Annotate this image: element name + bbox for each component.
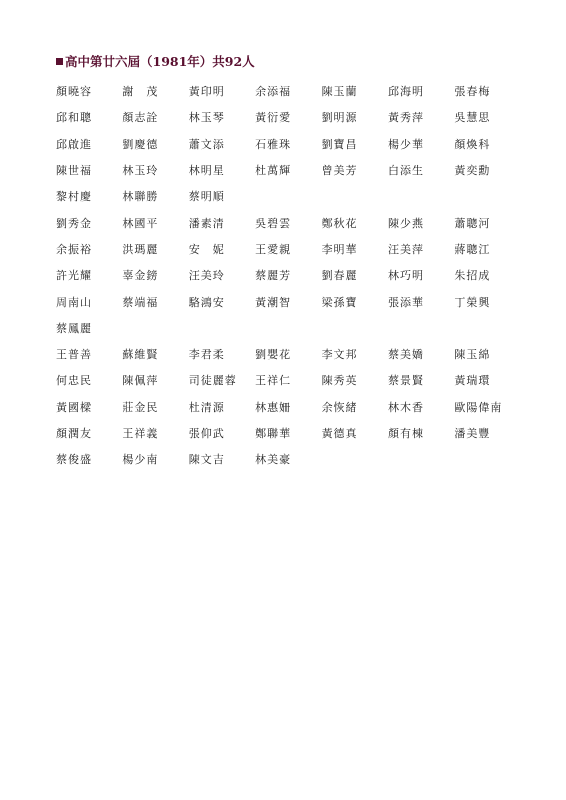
name-row — [56, 78, 536, 104]
student-name: 邱海明 — [387, 85, 424, 99]
student-name: 黃國樑 — [56, 400, 92, 414]
student-name: 余添福 — [255, 85, 292, 99]
student-name: 黃德真 — [321, 427, 358, 440]
student-name: 王祥義 — [122, 427, 159, 440]
student-name: 黃奕勳 — [454, 164, 491, 178]
student-name: 鄭秋花 — [321, 216, 358, 230]
student-name: 黃秀萍 — [387, 111, 424, 125]
student-name: 蔡美嬌 — [387, 348, 424, 362]
student-name: 丁榮興 — [454, 295, 491, 309]
name-row — [56, 104, 536, 130]
student-name: 汪美萍 — [387, 242, 424, 256]
student-name: 安 妮 — [188, 242, 225, 256]
name-row — [56, 183, 536, 209]
student-name: 楊少華 — [387, 137, 424, 151]
student-name: 李君柔 — [188, 348, 225, 362]
student-name: 陳秀英 — [321, 374, 358, 388]
student-name: 歐陽偉南 — [454, 400, 503, 414]
name-row — [56, 446, 536, 472]
student-name: 王普善 — [56, 348, 92, 362]
student-name: 吳慧思 — [454, 111, 491, 125]
student-name: 陳世福 — [56, 164, 92, 178]
student-name: 蔡鳳麗 — [56, 321, 92, 335]
student-name: 莊金民 — [122, 400, 159, 414]
student-name: 張添華 — [387, 295, 424, 309]
student-name: 謝 茂 — [122, 85, 159, 99]
student-name: 杜清源 — [188, 400, 225, 414]
student-name: 余振裕 — [56, 242, 92, 256]
student-name: 劉秀金 — [56, 216, 92, 230]
student-name: 鄭聯華 — [255, 427, 292, 440]
name-row — [56, 420, 536, 446]
student-name: 劉明源 — [321, 111, 358, 125]
student-name: 辜金鎊 — [122, 269, 159, 283]
student-name: 蔡端福 — [122, 295, 159, 309]
student-name: 黃衍愛 — [255, 111, 292, 125]
student-name: 林巧明 — [387, 269, 424, 283]
student-name: 楊少南 — [122, 453, 159, 467]
student-name: 蕭聰河 — [454, 216, 491, 230]
student-name: 陳少燕 — [387, 216, 424, 230]
student-name: 黃瑞環 — [454, 374, 491, 388]
student-name: 白添生 — [387, 164, 424, 178]
student-name: 蘇維賢 — [122, 348, 159, 362]
student-name: 林美豪 — [255, 453, 292, 467]
student-name: 林國平 — [122, 216, 159, 230]
name-row — [56, 236, 536, 262]
student-name: 劉嬰花 — [255, 348, 292, 362]
section-heading — [56, 52, 255, 70]
student-name: 劉春麗 — [321, 269, 358, 283]
student-name: 陳文吉 — [188, 453, 225, 467]
heading-text: 高中第廿六屆（1981年）共92人 — [65, 54, 255, 69]
student-name: 顏曉容 — [56, 85, 92, 99]
student-name: 杜萬輝 — [255, 164, 292, 178]
student-name: 顏有棟 — [387, 427, 424, 440]
name-group — [56, 341, 536, 472]
student-name: 李文邦 — [321, 348, 358, 362]
name-group — [56, 209, 536, 340]
student-name: 張仰武 — [188, 427, 225, 440]
student-name: 陳玉綿 — [454, 348, 491, 362]
student-name: 黃印明 — [188, 85, 225, 99]
student-name: 林明星 — [188, 164, 225, 178]
student-name: 林玉玲 — [122, 164, 159, 178]
name-row — [56, 341, 536, 367]
student-name: 朱招成 — [454, 269, 491, 283]
student-name: 潘素清 — [188, 216, 225, 230]
student-name: 何忠民 — [56, 374, 92, 388]
student-name: 陳玉蘭 — [321, 85, 358, 99]
student-name: 蔡明順 — [188, 190, 225, 204]
name-row — [56, 131, 536, 157]
student-name: 石雅珠 — [255, 137, 292, 151]
student-name: 黎村慶 — [56, 190, 92, 204]
student-name: 林玉琴 — [188, 111, 225, 125]
student-name: 蔣聰江 — [454, 242, 491, 256]
student-name: 張春梅 — [454, 85, 491, 99]
name-row — [56, 157, 536, 183]
name-group — [56, 78, 536, 209]
student-name: 林木香 — [387, 400, 424, 414]
name-row — [56, 394, 536, 420]
name-row — [56, 288, 536, 314]
student-name: 梁孫寶 — [321, 295, 358, 309]
student-name: 邱和聰 — [56, 111, 92, 125]
name-row — [56, 315, 536, 341]
student-name: 吳碧雲 — [255, 216, 292, 230]
student-name: 王愛親 — [255, 242, 292, 256]
student-name: 王祥仁 — [255, 374, 292, 388]
student-name: 潘美豐 — [454, 427, 491, 440]
student-name: 林惠姍 — [255, 400, 292, 414]
student-name: 顏潤友 — [56, 427, 92, 440]
student-name: 蔡景賢 — [387, 374, 424, 388]
student-name: 蔡麗芳 — [255, 269, 292, 283]
student-name: 洪瑪麗 — [122, 242, 159, 256]
name-row — [56, 209, 536, 235]
student-name: 駱鴻安 — [188, 295, 225, 309]
name-list — [56, 78, 536, 472]
name-row — [56, 367, 536, 393]
student-name: 陳佩萍 — [122, 374, 159, 388]
student-name: 司徒麗蓉 — [188, 374, 237, 388]
student-name: 黃潮智 — [255, 295, 292, 309]
student-name: 汪美玲 — [188, 269, 225, 283]
student-name: 劉寶昌 — [321, 137, 358, 151]
student-name: 曾美芳 — [321, 164, 358, 178]
square-bullet-icon — [56, 58, 63, 65]
student-name: 李明華 — [321, 242, 358, 256]
name-row — [56, 262, 536, 288]
student-name: 顏煥科 — [454, 137, 491, 151]
student-name: 許光耀 — [56, 269, 92, 283]
student-name: 劉慶德 — [122, 137, 159, 151]
student-name: 林聯勝 — [122, 190, 159, 204]
student-name: 蔡俊盛 — [56, 453, 92, 467]
student-name: 周南山 — [56, 295, 92, 309]
student-name: 邱啟進 — [56, 137, 92, 151]
student-name: 顏志詮 — [122, 111, 159, 125]
student-name: 蕭文添 — [188, 137, 225, 151]
student-name: 余恢緒 — [321, 400, 358, 414]
